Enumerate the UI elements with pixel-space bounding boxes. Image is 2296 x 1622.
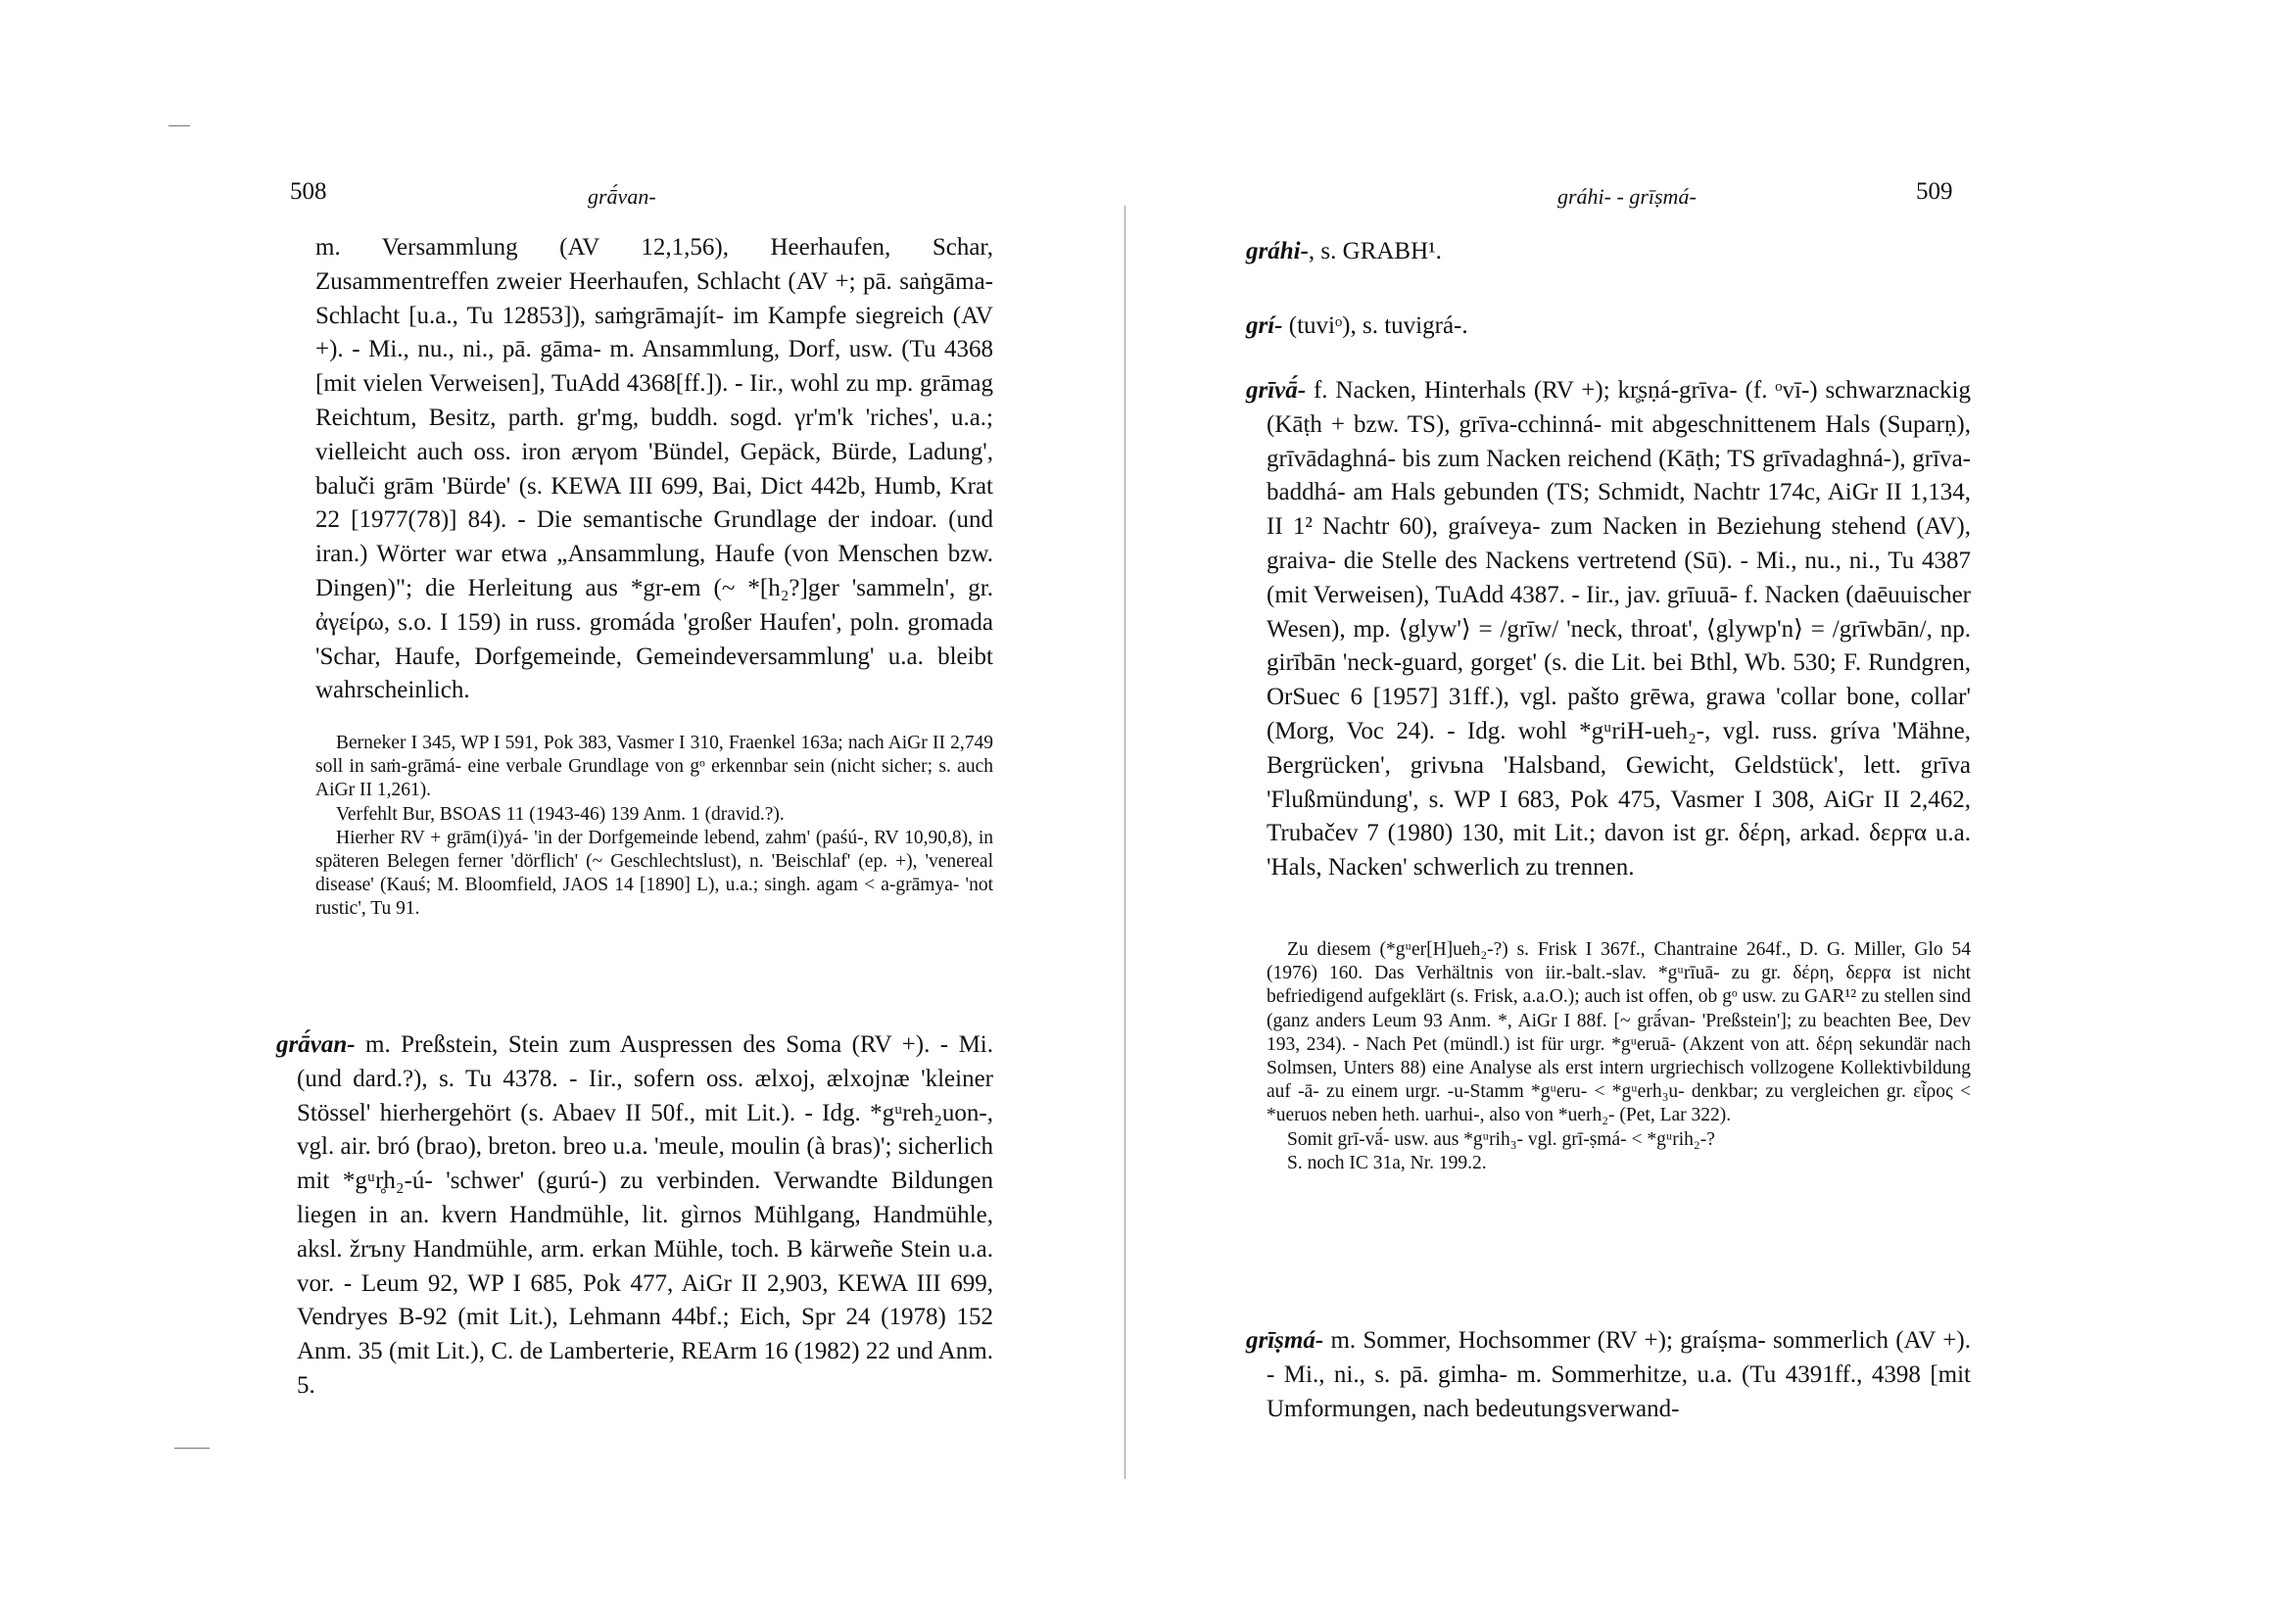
entry-paragraph	[1246, 310, 1971, 344]
entry-grahi	[1246, 235, 1971, 269]
entry-text: (tuviᵒ), s. tuvigrá-.	[1282, 312, 1468, 339]
entry-gri	[1246, 310, 1971, 344]
note-paragraph: Somit grī-vā́- usw. aus *gᵘrih₃- vgl. grī-ṣmá- < *gᵘrih₂-?	[1287, 1128, 1715, 1150]
continuation-block	[315, 231, 993, 708]
entry-gravan	[276, 1028, 993, 1404]
entry-lemma: grí-	[1246, 312, 1283, 339]
page-number: 509	[1916, 178, 1953, 205]
running-head: gráhi- - grīṣmá-	[1557, 184, 1697, 209]
entry-text: m. Sommer, Hochsommer (RV +); graíṣma- sommerlich (AV +). - Mi., ni., s. pā. gimha- m. Sommerhitze, u.a. (Tu 4391ff., 4398 [mit Umformungen, nach bedeutungsverwand-	[1267, 1327, 1971, 1422]
note-paragraph: Verfehlt Bur, BSOAS 11 (1943-46) 139 Anm. 1 (dravid.?).	[336, 803, 785, 825]
entry-grisma	[1246, 1324, 1971, 1426]
continuation-text: m. Versammlung (AV 12,1,56), Heerhaufen, Schar, Zusammentreffen zweier Heerhaufen, Schlacht (AV +; pā. saṅgāma- Schlacht [u.a., Tu 12853]), saṁgrāmajít- im Kampfe siegreich (AV +). - Mi., nu., ni., pā. gāma- m. Ansammlung, Dorf, usw. (Tu 4368 [mit vielen Verweisen], TuAdd 4368[ff.]). - Iir., wohl zu mp. grāmag Reichtum, Besitz, parth. gr'mg, buddh. sogd. γr'm'k 'riches', u.a.; vielleicht auch oss. iron ærγom 'Bündel, Gepäck, Bürde, Ladung', baluči grām 'Bürde' (s. KEWA III 699, Bai, Dict 442b, Humb, Krat 22 [1977(78)] 84). - Die semantische Grundlage der indoar. (und iran.) Wörter war etwa „Ansammlung, Haufe (von Menschen bzw. Dingen)"; die Herleitung aus *gr-em (~ *[h₂?]ger 'sammeln', gr. ἀγείρω, s.o. I 159) in russ. gromáda 'großer Haufen', poln. gromada 'Schar, Haufe, Dorfgemeinde, Gemeindeversammlung' u.a. bleibt wahrscheinlich.	[315, 234, 993, 704]
page-number: 508	[290, 178, 327, 205]
entry-text: f. Nacken, Hinterhals (RV +); kr̥ṣṇá-grīva- (f. ᵒvī-) schwarznackig (Kāṭh + bzw. TS), grīva-cchinná- mit abgeschnittenem Hals (Suparṇ), grīvādaghná- bis zum Nacken reichend (Kāṭh; TS grīvadaghná-), grīva-baddhá- am Hals gebunden (TS; Schmidt, Nachtr 174c, AiGr II 1,134, II 1² Nachtr 60), graíveya- zum Nacken in Beziehung stehend (AV), graiva- die Stelle des Nackens vertretend (Sū). - Mi., nu., ni., Tu 4387 (mit Verweisen), TuAdd 4387. - Iir., jav. grīuuā- f. Nacken (daēuuischer Wesen), mp. ⟨glyw'⟩ = /grīw/ 'neck, throat', ⟨glywp'n⟩ = /grīwbān/, np. girībān 'neck-guard, gorget' (s. die Lit. bei Bthl, Wb. 530; F. Rundgren, OrSuec 6 [1957] 31ff.), vgl. pašto grēwa, grawa 'collar bone, collar' (Morg, Voc 24). - Idg. wohl *gᵘriH-ueh₂-, vgl. russ. gríva 'Mähne, Bergrücken', grivьna 'Halsband, Gewicht, Geldstück', lett. grīva 'Flußmündung', s. WP I 683, Pok 475, Vasmer I 308, AiGr II 2,462, Trubačev 7 (1980) 130, mit Lit.; davon ist gr. δέρη, arkad. δερϝα u.a. 'Hals, Nacken' schwerlich zu trennen.	[1267, 377, 1971, 882]
entry-paragraph	[1246, 374, 1971, 885]
entry-paragraph	[1246, 1324, 1971, 1426]
note-paragraph: Berneker I 345, WP I 591, Pok 383, Vasmer I 310, Fraenkel 163a; nach AiGr II 2,749 soll in saṁ-grāmá- eine verbale Grundlage von gᵒ erkennbar sein (nicht sicher; s. auch AiGr II 1,261).	[315, 733, 993, 801]
entry-text: , s. GRABH¹.	[1308, 238, 1442, 264]
entry-lemma: grīṣmá-	[1246, 1327, 1324, 1354]
right-page	[1148, 0, 2296, 1622]
entry-lemma: grā́van-	[276, 1031, 356, 1058]
entry-paragraph	[276, 1028, 993, 1404]
note-paragraph: S. noch IC 31a, Nr. 199.2.	[1287, 1152, 1487, 1173]
notes-block	[1267, 938, 1971, 1175]
note-paragraph: Hierher RV + grām(i)yá- 'in der Dorfgemeinde lebend, zahm' (paśú-, RV 10,90,8), in späteren Belegen ferner 'dörflich' (~ Geschlechtslust), n. 'Beischlaf' (ep. +), 'venereal disease' (Kauś; M. Bloomfield, JAOS 14 [1890] L), u.a.; singh. agam < a-grāmya- 'not rustic', Tu 91.	[315, 827, 993, 920]
running-head: grā́van-	[588, 184, 656, 209]
entry-lemma: grīvā́-	[1246, 377, 1307, 404]
note-paragraph: Zu diesem (*gᵘer[H]ueh₂-?) s. Frisk I 367f., Chantraine 264f., D. G. Miller, Glo 54 (1976) 160. Das Verhältnis von iir.-balt.-slav. *gᵘrīuā- zu gr. δέρη, δερϝα ist nicht befriedigend aufgeklärt (s. Frisk, a.a.O.); auch ist offen, ob gᵒ usw. zu GAR¹² zu stellen sind (ganz anders Leum 93 Anm. *, AiGr I 88f. [~ grā́van- 'Preßstein']; zu beachten Bee, Dev 193, 234). - Nach Pet (mündl.) ist für urgr. *gᵘeruā- (Akzent von att. δέρη sekundär nach Solmsen, Unters 88) eine Analyse als erst intern urgriechisch vollzogene Kollektivbildung auf -ā- zu einem urgr. -u-Stamm *gᵘeru- < *gᵘerh₃u- denkbar; zu vergleichen gr. εἶρος < *ueruos neben heth. uarhui-, also von *uerh₂- (Pet, Lar 322).	[1267, 939, 1971, 1126]
entry-lemma: gráhi-	[1246, 238, 1309, 264]
entry-text: m. Preßstein, Stein zum Auspressen des Soma (RV +). - Mi. (und dard.?), s. Tu 4378. - Iir., sofern oss. ælxoj, ælxojnæ 'kleiner Stössel' hierhergehört (s. Abaev II 50f., mit Lit.). - Idg. *gᵘreh₂uon-, vgl. air. bró (brao), breton. breo u.a. 'meule, moulin (à bras)'; sicherlich mit *gᵘr̥h₂-ú- 'schwer' (gurú-) zu verbinden. Verwandte Bildungen liegen in an. kvern Handmühle, lit. gìrnos Mühlgang, Handmühle, aksl. žrъny Handmühle, arm. erkan Mühle, toch. B kärweñe Stein u.a. vor. - Leum 92, WP I 685, Pok 477, AiGr II 2,903, KEWA III 699, Vendryes B-92 (mit Lit.), Lehmann 44bf.; Eich, Spr 24 (1978) 152 Anm. 35 (mit Lit.), C. de Lamberterie, REArm 16 (1982) 22 und Anm. 5.	[297, 1031, 993, 1399]
notes-block	[315, 732, 993, 922]
entry-griva	[1246, 374, 1971, 885]
entry-paragraph	[1246, 235, 1971, 269]
